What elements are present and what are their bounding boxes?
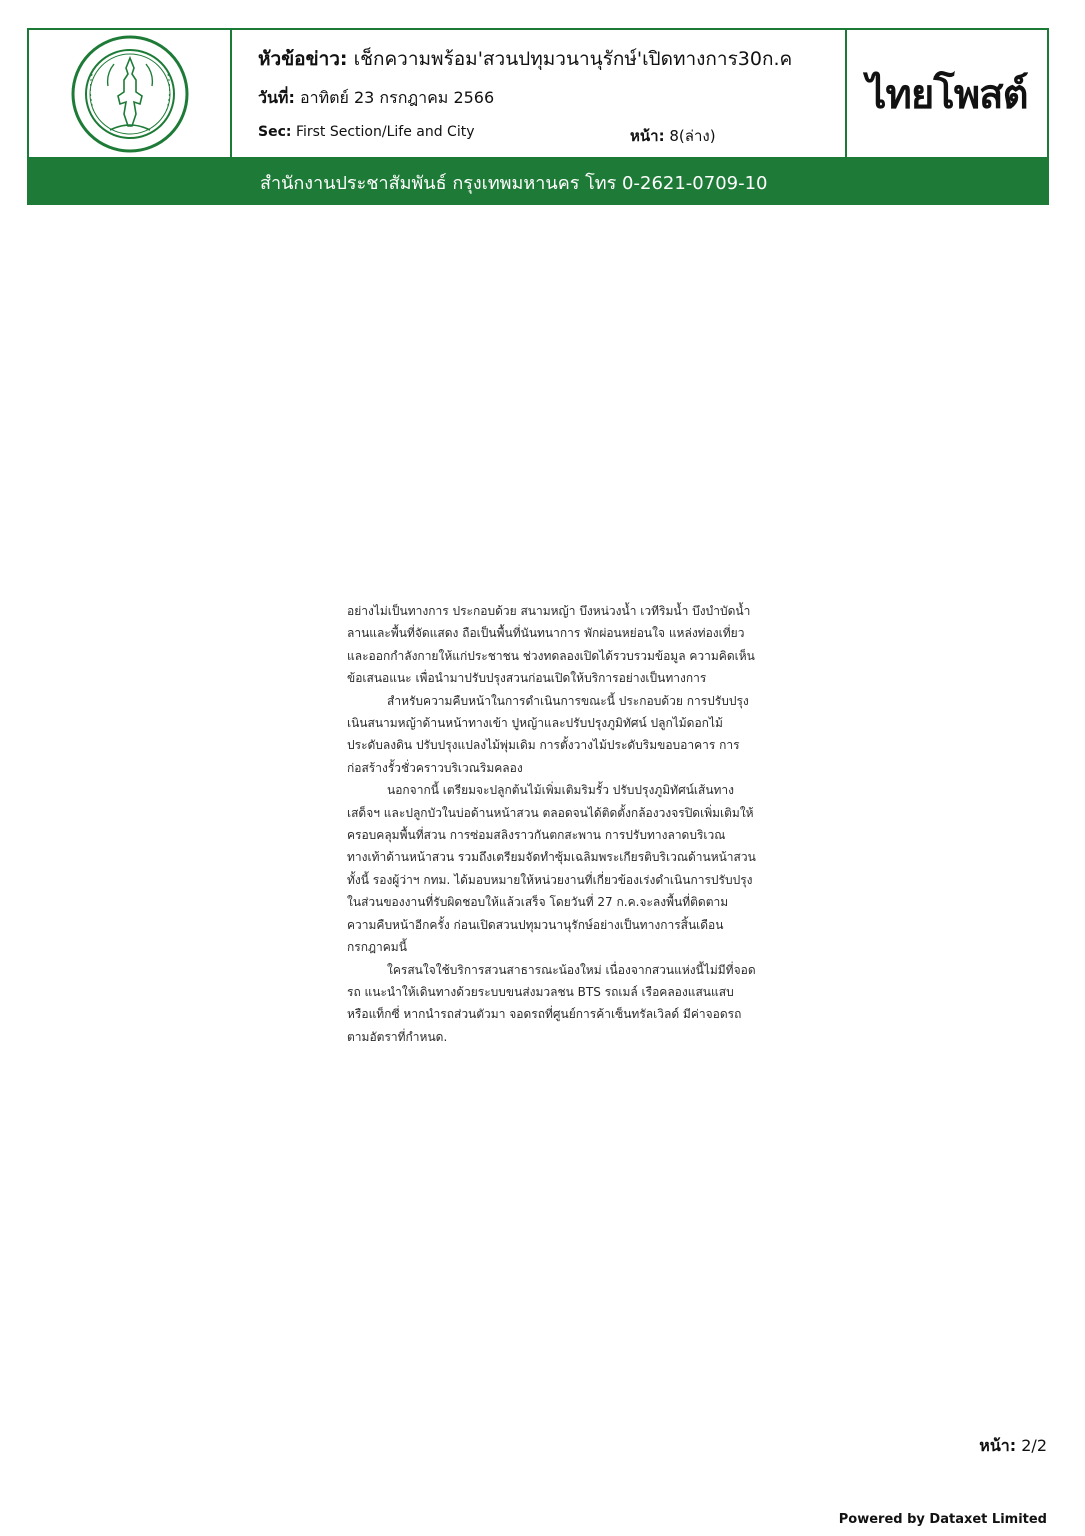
article-paragraph: อย่างไม่เป็นทางการ ประกอบด้วย สนามหญ้า บึงหน่วงน้ำ เวทีริมน้ำ บึงบำบัดน้ำ ลานและพื้นที่จัดแสดง ถือเป็นพื้นที่นันทนาการ พักผ่อนหย่อนใจ แหล่งท่องเที่ยว และออกกำลังกายให้แก่ประชาชน ช่วงทดลองเปิดได้รวบรวมข้อมูล ความคิดเห็น ข้อเสนอแนะ เพื่อนำมาปรับปรุงสวนก่อนเปิดให้บริการอย่างเป็นทางการ bbox=[347, 604, 755, 686]
page-ref bbox=[630, 124, 716, 148]
article-paragraph: ใครสนใจใช้บริการสวนสาธารณะน้องใหม่ เนื่องจากสวนแห่งนี้ไม่มีที่จอดรถ แนะนำให้เดินทางด้วยระบบขนส่งมวลชน BTS รถเมล์ เรือคลองแสนแสบ หรือแท็กซี่ หากนำรถส่วนตัวมา จอดรถที่ศูนย์การค้าเซ็นทรัลเวิลด์ มีค่าจอดรถตามอัตราที่กำหนด. bbox=[347, 962, 756, 1044]
newspaper-brand: ไทยโพสต์ bbox=[866, 71, 1028, 118]
date-row bbox=[258, 86, 494, 111]
article-paragraph: นอกจากนี้ เตรียมจะปลูกต้นไม้เพิ่มเติมริมรั้ว ปรับปรุงภูมิทัศน์เส้นทางเสด็จฯ และปลูกบัวในบ่อด้านหน้าสวน ตลอดจนได้ติดตั้งกล้องวงจรปิดเพิ่มเติมให้ครอบคลุมพื้นที่สวน การซ่อมสลิงราวกันตกสะพาน การปรับทางลาดบริเวณทางเท้าด้านหน้าสวน รวมถึงเตรียมจัดทำซุ้มเฉลิมพระเกียรติบริเวณด้านหน้าสวน ทั้งนี้ รองผู้ว่าฯ กทม. ได้มอบหมายให้หน่วยงานที่เกี่ยวข้องเร่งดำเนินการปรับปรุงในส่วนของงานที่รับผิดชอบให้แล้วเสร็จ โดยวันที่ 27 ก.ค.จะลงพื้นที่ติดตามความคืบหน้าอีกครั้ง ก่อนเปิดสวนปทุมวนานุรักษ์อย่างเป็นทางการสิ้นเดือนกรกฎาคมนี้ bbox=[347, 783, 756, 955]
page-ref-label: หน้า: bbox=[630, 127, 665, 145]
powered-by: Powered by Dataxet Limited bbox=[838, 1512, 1047, 1527]
page-number bbox=[979, 1434, 1047, 1459]
contact-bar bbox=[27, 159, 1049, 205]
date-text: อาทิตย์ 23 กรกฎาคม 2566 bbox=[299, 88, 495, 107]
page-number-label: หน้า: bbox=[979, 1436, 1017, 1455]
brand-cell bbox=[847, 30, 1047, 157]
section-row bbox=[258, 124, 475, 140]
bangkok-city-seal-icon bbox=[70, 34, 190, 154]
contact-bar-text: สำนักงานประชาสัมพันธ์ กรุงเทพมหานคร โทร 0-2621-0709-10 bbox=[260, 172, 768, 194]
logo-cell bbox=[29, 30, 232, 157]
section-text: First Section/Life and City bbox=[295, 124, 475, 140]
page-ref-text: 8(ล่าง) bbox=[669, 127, 716, 145]
article-paragraph: สำหรับความคืบหน้าในการดำเนินการขณะนี้ ประกอบด้วย การปรับปรุงเนินสนามหญ้าด้านหน้าทางเข้า ปูหญ้าและปรับปรุงภูมิทัศน์ ปลูกไม้ดอกไม้ประดับลงดิน ปรับปรุงแปลงไม้พุ่มเดิม การตั้งวางไม้ประดับริมขอบอาคาร การก่อสร้างรั้วชั่วคราวบริเวณริมคลอง bbox=[347, 693, 749, 775]
info-cell bbox=[232, 30, 847, 157]
clipping-header bbox=[27, 28, 1049, 159]
article-body bbox=[347, 600, 757, 1048]
headline-label: หัวข้อข่าว: bbox=[258, 48, 348, 70]
headline-row bbox=[258, 44, 792, 74]
section-label: Sec: bbox=[258, 124, 292, 140]
headline-text: เช็กความพร้อม'สวนปทุมวนานุรักษ์'เปิดทางการ30ก.ค bbox=[353, 48, 793, 70]
date-label: วันที่: bbox=[258, 88, 295, 107]
page-number-text: 2/2 bbox=[1021, 1436, 1047, 1455]
